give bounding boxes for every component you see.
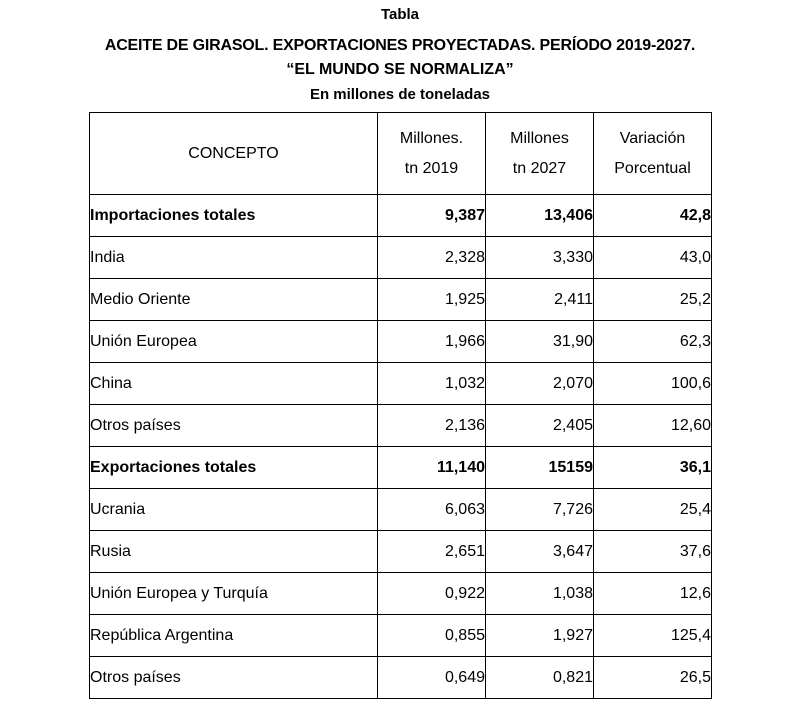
cell-concepto: Otros países bbox=[90, 405, 378, 447]
column-header-variacion-line1: Variación bbox=[619, 129, 686, 147]
document-header bbox=[0, 0, 800, 106]
cell-mill-2019: 2,328 bbox=[378, 237, 486, 279]
cell-mill-2019: 1,966 bbox=[378, 321, 486, 363]
table-header-row bbox=[90, 113, 712, 195]
cell-mill-2027: 2,405 bbox=[486, 405, 594, 447]
table-row bbox=[90, 363, 712, 405]
cell-mill-2019: 1,032 bbox=[378, 363, 486, 405]
cell-concepto: Importaciones totales bbox=[90, 195, 378, 237]
cell-mill-2019: 1,925 bbox=[378, 279, 486, 321]
cell-mill-2027: 1,927 bbox=[486, 615, 594, 657]
table-row bbox=[90, 321, 712, 363]
column-header-millones-2027-line1: Millones bbox=[510, 129, 569, 147]
cell-variacion: 37,6 bbox=[594, 531, 712, 573]
table-row bbox=[90, 531, 712, 573]
cell-concepto: Unión Europea y Turquía bbox=[90, 573, 378, 615]
cell-variacion: 12,6 bbox=[594, 573, 712, 615]
cell-mill-2019: 0,649 bbox=[378, 657, 486, 699]
cell-variacion: 25,4 bbox=[594, 489, 712, 531]
cell-mill-2027: 2,070 bbox=[486, 363, 594, 405]
cell-variacion: 26,5 bbox=[594, 657, 712, 699]
table-row bbox=[90, 405, 712, 447]
cell-concepto: Medio Oriente bbox=[90, 279, 378, 321]
cell-variacion: 25,2 bbox=[594, 279, 712, 321]
column-header-concepto-line2: CONCEPTO bbox=[188, 144, 279, 162]
cell-mill-2027: 3,647 bbox=[486, 531, 594, 573]
table-head bbox=[90, 113, 712, 195]
cell-variacion: 12,60 bbox=[594, 405, 712, 447]
cell-concepto: Rusia bbox=[90, 531, 378, 573]
cell-mill-2027: 2,411 bbox=[486, 279, 594, 321]
column-header-millones-2019-line2: tn 2019 bbox=[404, 159, 459, 177]
cell-variacion: 62,3 bbox=[594, 321, 712, 363]
cell-mill-2019: 0,922 bbox=[378, 573, 486, 615]
cell-concepto: República Argentina bbox=[90, 615, 378, 657]
cell-mill-2027: 1,038 bbox=[486, 573, 594, 615]
cell-concepto: Ucrania bbox=[90, 489, 378, 531]
document-title-line1: ACEITE DE GIRASOL. EXPORTACIONES PROYECTADAS. PERÍODO 2019-2027. bbox=[104, 37, 696, 54]
cell-mill-2027: 3,330 bbox=[486, 237, 594, 279]
table-caption-label: Tabla bbox=[380, 6, 420, 23]
cell-mill-2019: 0,855 bbox=[378, 615, 486, 657]
column-header-millones-2019 bbox=[378, 113, 486, 195]
table-row bbox=[90, 573, 712, 615]
cell-mill-2027: 13,406 bbox=[486, 195, 594, 237]
cell-mill-2027: 15159 bbox=[486, 447, 594, 489]
table-row bbox=[90, 237, 712, 279]
cell-mill-2019: 6,063 bbox=[378, 489, 486, 531]
column-header-variacion bbox=[594, 113, 712, 195]
document-title-line2: “EL MUNDO SE NORMALIZA” bbox=[286, 61, 514, 78]
cell-concepto: Unión Europea bbox=[90, 321, 378, 363]
table-row bbox=[90, 447, 712, 489]
cell-variacion: 125,4 bbox=[594, 615, 712, 657]
table-row bbox=[90, 615, 712, 657]
table-row bbox=[90, 195, 712, 237]
column-header-concepto bbox=[90, 113, 378, 195]
cell-concepto: Exportaciones totales bbox=[90, 447, 378, 489]
cell-mill-2019: 2,651 bbox=[378, 531, 486, 573]
column-header-millones-2019-line1: Millones. bbox=[399, 129, 464, 147]
cell-mill-2019: 11,140 bbox=[378, 447, 486, 489]
document-units-line: En millones de toneladas bbox=[309, 86, 491, 103]
table-body bbox=[90, 195, 712, 699]
cell-concepto: Otros países bbox=[90, 657, 378, 699]
column-header-variacion-line2: Porcentual bbox=[614, 159, 691, 177]
table-row bbox=[90, 657, 712, 699]
cell-concepto: China bbox=[90, 363, 378, 405]
table-container bbox=[89, 112, 711, 699]
cell-mill-2027: 7,726 bbox=[486, 489, 594, 531]
cell-mill-2027: 31,90 bbox=[486, 321, 594, 363]
cell-variacion: 42,8 bbox=[594, 195, 712, 237]
cell-mill-2019: 2,136 bbox=[378, 405, 486, 447]
cell-variacion: 100,6 bbox=[594, 363, 712, 405]
column-header-millones-2027-line2: tn 2027 bbox=[512, 159, 567, 177]
table-row bbox=[90, 279, 712, 321]
cell-variacion: 43,0 bbox=[594, 237, 712, 279]
cell-mill-2027: 0,821 bbox=[486, 657, 594, 699]
table-row bbox=[90, 489, 712, 531]
cell-mill-2019: 9,387 bbox=[378, 195, 486, 237]
cell-concepto: India bbox=[90, 237, 378, 279]
exports-table bbox=[89, 112, 712, 699]
cell-variacion: 36,1 bbox=[594, 447, 712, 489]
column-header-millones-2027 bbox=[486, 113, 594, 195]
